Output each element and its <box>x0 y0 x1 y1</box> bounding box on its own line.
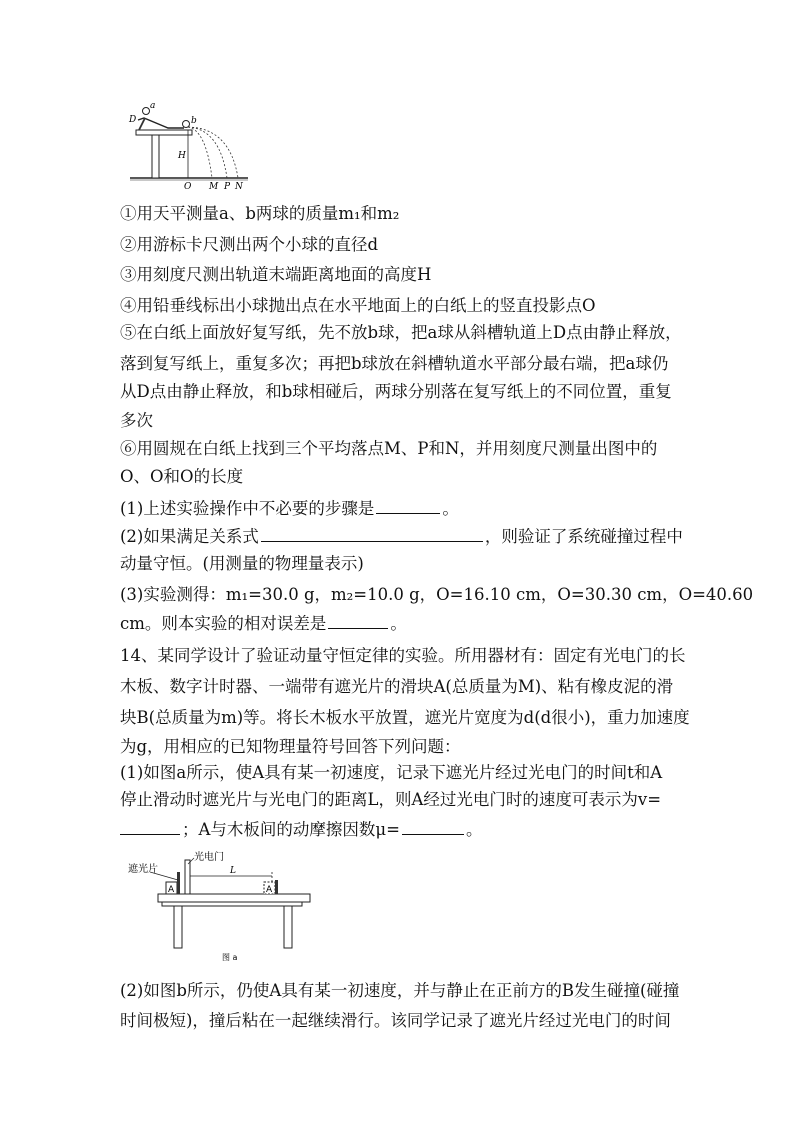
label-O: O <box>184 182 192 192</box>
label-b: b <box>191 116 197 126</box>
step-2: ②用游标卡尺测出两个小球的直径d <box>120 235 379 254</box>
problem-14-q2-line-2: 时间极短)，撞后粘在一起继续滑行。该同学记录了遮光片经过光电门的时间 <box>120 1011 671 1030</box>
question-2-line-1: (2)如果满足关系式 ，则验证了系统碰撞过程中 <box>120 527 683 546</box>
question-1: (1)上述实验操作中不必要的步骤是 。 <box>120 499 459 518</box>
answer-blank-q2[interactable] <box>261 525 483 542</box>
question-3-line-2: cm。则本实验的相对误差是 。 <box>120 614 407 633</box>
answer-blank-friction[interactable] <box>402 818 464 835</box>
label-H: H <box>178 151 186 161</box>
collision-apparatus-figure <box>128 96 258 192</box>
figure-a-board-photogate <box>122 850 322 962</box>
step-1: ①用天平测量a、b两球的质量m₁和m₂ <box>120 204 400 223</box>
label-N: N <box>235 182 243 192</box>
problem-14-q2-line-1: (2)如图b所示，仍使A具有某一初速度，并与静止在正前方的B发生碰撞(碰撞 <box>120 981 680 1000</box>
step-6-line-2: O、O和O的长度 <box>120 467 244 486</box>
step-5-line-1: ⑤在白纸上面放好复写纸，先不放b球，把a球从斜槽轨道上D点由静止释放， <box>120 323 682 342</box>
step-5-line-2: 落到复写纸上，重复多次；再把b球放在斜槽轨道水平部分最右端，把a球仍 <box>120 354 669 373</box>
answer-blank-velocity[interactable] <box>120 818 180 835</box>
step-6-line-1: ⑥用圆规在白纸上找到三个平均落点M、P和N，并用刻度尺测量出图中的 <box>120 439 658 458</box>
label-D: D <box>129 115 137 125</box>
question-3-line-1: (3)实验测得：m₁=30.0 g，m₂=10.0 g，O=16.10 cm，O=30.30 cm，O=40.60 <box>120 585 754 604</box>
step-4: ④用铅垂线标出小球抛出点在水平地面上的白纸上的竖直投影点O <box>120 296 596 315</box>
label-A-left: A <box>168 885 175 895</box>
label-photogate: 光电门 <box>194 852 224 863</box>
figure-a-caption: 图 a <box>222 953 238 962</box>
step-3: ③用刻度尺测出轨道末端距离地面的高度H <box>120 265 432 284</box>
answer-blank-q1[interactable] <box>376 497 440 514</box>
answer-blank-q3[interactable] <box>328 612 388 629</box>
label-M: M <box>209 182 219 192</box>
question-2-line-2: 动量守恒。(用测量的物理量表示) <box>120 554 364 573</box>
problem-14-line-2: 木板、数字计时器、一端带有遮光片的滑块A(总质量为M)、粘有橡皮泥的滑 <box>120 677 674 696</box>
step-5-line-4: 多次 <box>120 411 153 430</box>
label-shade: 遮光片 <box>128 864 158 875</box>
problem-14-line-1: 14、某同学设计了验证动量守恒定律的实验。所用器材有：固定有光电门的长 <box>120 646 686 665</box>
label-L: L <box>230 866 236 876</box>
problem-14-q1-line-3: ；A与木板间的动摩擦因数μ= 。 <box>120 818 482 841</box>
problem-14-line-3: 块B(总质量为m)等。将长木板水平放置，遮光片宽度为d(d很小)，重力加速度 <box>120 708 690 727</box>
problem-14-line-4: 为g，用相应的已知物理量符号回答下列问题： <box>120 737 461 756</box>
label-a: a <box>150 101 156 111</box>
step-5-line-3: 从D点由静止释放，和b球相碰后，两球分别落在复写纸上的不同位置，重复 <box>120 382 672 401</box>
label-P: P <box>224 182 231 192</box>
problem-14-q1-line-2: 停止滑动时遮光片与光电门的距离L，则A经过光电门时的速度可表示为v= <box>120 790 662 809</box>
label-A-right: A <box>266 885 273 895</box>
problem-14-q1-line-1: (1)如图a所示，使A具有某一初速度，记录下遮光片经过光电门的时间t和A <box>120 763 663 782</box>
